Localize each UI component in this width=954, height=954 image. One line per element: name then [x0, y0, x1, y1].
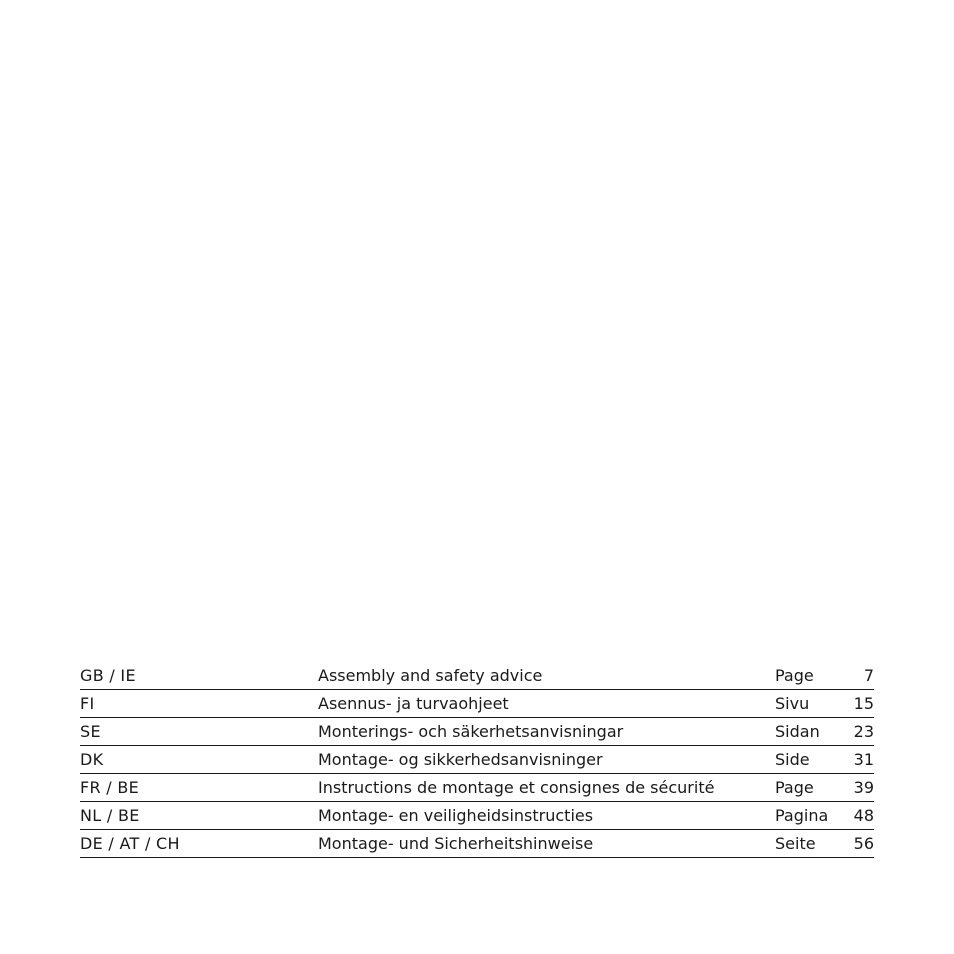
section-title: Assembly and safety advice — [318, 666, 543, 685]
country-code: DK — [80, 750, 104, 769]
page-label: Side — [775, 750, 810, 769]
section-title: Monterings- och säkerhetsanvisningar — [318, 722, 624, 741]
page-label: Sidan — [775, 722, 820, 741]
section-title: Montage- og sikkerhedsanvisninger — [318, 750, 603, 769]
toc-row-fi[interactable] — [80, 690, 874, 718]
page-label: Pagina — [775, 806, 829, 825]
page-label: Page — [775, 666, 814, 685]
country-code: GB / IE — [80, 666, 136, 685]
page-label: Sivu — [775, 694, 810, 713]
country-code: FI — [80, 694, 95, 713]
section-title: Montage- und Sicherheitshinweise — [318, 834, 594, 853]
page-number: 15 — [853, 694, 874, 713]
page-number: 7 — [863, 666, 874, 685]
section-title: Montage- en veiligheidsinstructies — [318, 806, 594, 825]
page-label: Seite — [775, 834, 816, 853]
section-title: Instructions de montage et consignes de sécurité — [318, 778, 715, 797]
country-code: NL / BE — [80, 806, 140, 825]
country-code: DE / AT / CH — [80, 834, 180, 853]
toc-row-fr-be[interactable] — [80, 774, 874, 802]
toc-row-nl-be[interactable] — [80, 802, 874, 830]
page-number: 39 — [853, 778, 874, 797]
table-of-contents — [80, 662, 874, 858]
country-code: SE — [80, 722, 101, 741]
section-title: Asennus- ja turvaohjeet — [318, 694, 509, 713]
page-number: 31 — [853, 750, 874, 769]
toc-row-dk[interactable] — [80, 746, 874, 774]
page-number: 23 — [853, 722, 874, 741]
toc-row-de-at-ch[interactable] — [80, 830, 874, 858]
page-label: Page — [775, 778, 814, 797]
toc-row-se[interactable] — [80, 718, 874, 746]
page-number: 56 — [853, 834, 874, 853]
toc-row-gb-ie[interactable] — [80, 662, 874, 690]
page-number: 48 — [853, 806, 874, 825]
country-code: FR / BE — [80, 778, 140, 797]
